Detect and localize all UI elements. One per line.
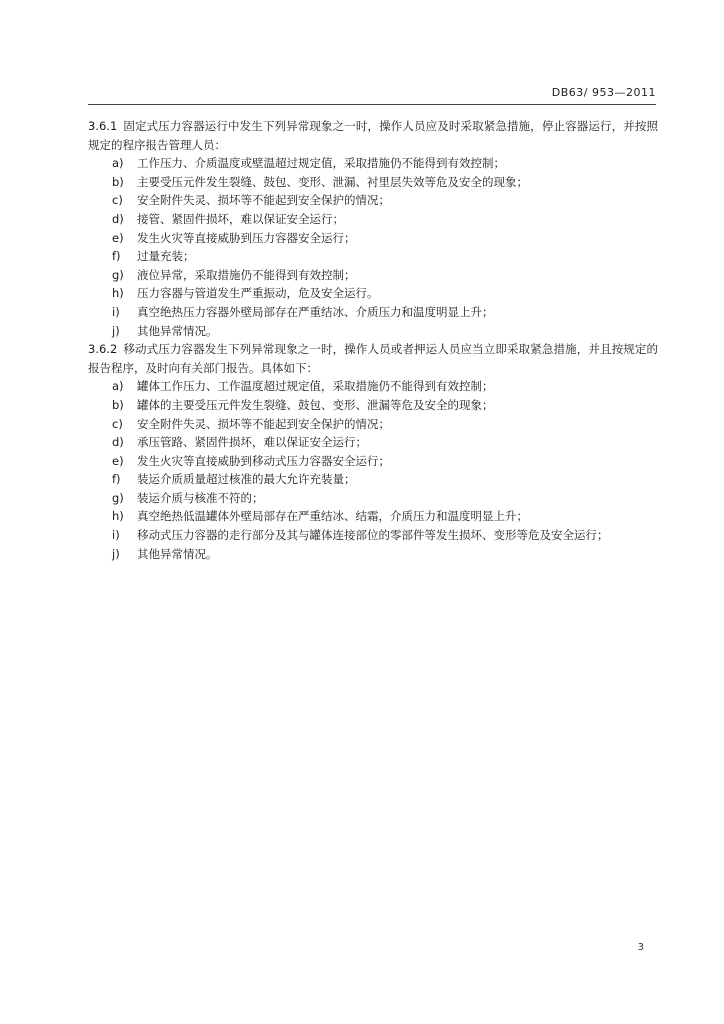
item-text: 液位异常，采取措施仍不能得到有效控制； [137,267,356,282]
item-label: g) [112,267,124,282]
item-text: 主要受压元件发生裂缝、鼓包、变形、泄漏、衬里层失效等危及安全的现象； [137,174,528,189]
list-item [88,191,658,210]
item-label: c) [112,193,123,208]
item-label: b) [112,397,124,412]
item-label: c) [112,416,123,431]
list-item [88,266,658,285]
item-label: e) [112,230,124,245]
list-item [88,210,658,229]
list-item [88,154,658,173]
item-text: 安全附件失灵、损坏等不能起到安全保护的情况； [137,193,390,208]
list-item [88,247,658,266]
item-label: h) [112,509,124,524]
item-text: 压力容器与管道发生严重振动，危及安全运行。 [137,286,379,301]
item-text: 过量充装； [137,249,195,264]
item-text: 其他异常情况。 [137,323,218,338]
item-text: 其他异常情况。 [137,546,218,561]
item-text: 装运介质与核准不符的； [137,490,264,505]
list-item [88,284,658,303]
list-item [88,303,658,322]
clause-number: 3.6.1 [88,119,118,133]
item-label: d) [112,211,124,226]
list-item [88,173,658,192]
item-label: f) [112,472,121,487]
item-text: 罐体工作压力、工作温度超过规定值，采取措施仍不能得到有效控制； [137,379,494,394]
item-text: 安全附件失灵、损坏等不能起到安全保护的情况； [137,416,390,431]
clause-number: 3.6.2 [88,342,118,357]
list-item [88,526,658,545]
document-body [88,117,658,563]
header-rule [88,104,656,105]
clause-3-6-1 [88,117,658,154]
item-text: 工作压力、介质温度或壁温超过规定值，采取措施仍不能得到有效控制； [137,156,505,171]
list-item [88,470,658,489]
clause-text: 固定式压力容器运行中发生下列异常现象之一时，操作人员应及时采取紧急措施，停止容器运行，并按照规定的程序报告管理人员： [88,119,658,152]
list-item [88,415,658,434]
list-item [88,396,658,415]
item-text: 装运介质质量超过核准的最大允许充装量； [137,472,356,487]
item-label: d) [112,435,124,450]
list-item [88,322,658,341]
item-text: 罐体的主要受压元件发生裂缝、鼓包、变形、泄漏等危及安全的现象； [137,397,494,412]
clause-text: 移动式压力容器发生下列异常现象之一时，操作人员或者押运人员应当立即采取紧急措施，并且按规定的报告程序，及时向有关部门报告。具体如下： [88,342,658,375]
item-text: 移动式压力容器的走行部分及其与罐体连接部位的零部件等发生损坏、变形等危及安全运行； [137,528,609,543]
item-label: i) [112,528,120,543]
item-text: 承压管路、紧固件损坏，难以保证安全运行； [137,435,367,450]
item-label: i) [112,304,120,319]
item-label: a) [112,156,124,171]
item-text: 发生火灾等直接威胁到移动式压力容器安全运行； [137,453,390,468]
item-label: e) [112,453,124,468]
page-number: 3 [637,942,644,953]
item-text: 真空绝热压力容器外壁局部存在严重结冰、介质压力和温度明显上升； [137,304,494,319]
document-code: DB63/ 953—2011 [551,86,656,99]
clause-3-6-1-list [88,154,658,340]
item-text: 真空绝热低温罐体外壁局部存在严重结冰、结霜，介质压力和温度明显上升； [137,509,528,524]
item-label: h) [112,286,124,301]
item-label: b) [112,174,124,189]
item-text: 接管、紧固件损坏，难以保证安全运行； [137,211,344,226]
list-item [88,377,658,396]
list-item [88,489,658,508]
item-label: g) [112,490,124,505]
list-item [88,452,658,471]
clause-3-6-2 [88,340,658,377]
clause-3-6-2-list [88,377,658,563]
item-label: f) [112,249,121,264]
list-item [88,229,658,248]
list-item [88,507,658,526]
item-text: 发生火灾等直接威胁到压力容器安全运行； [137,230,356,245]
item-label: j) [112,323,120,338]
list-item [88,433,658,452]
item-label: a) [112,379,124,394]
list-item [88,545,658,564]
item-label: j) [112,546,120,561]
